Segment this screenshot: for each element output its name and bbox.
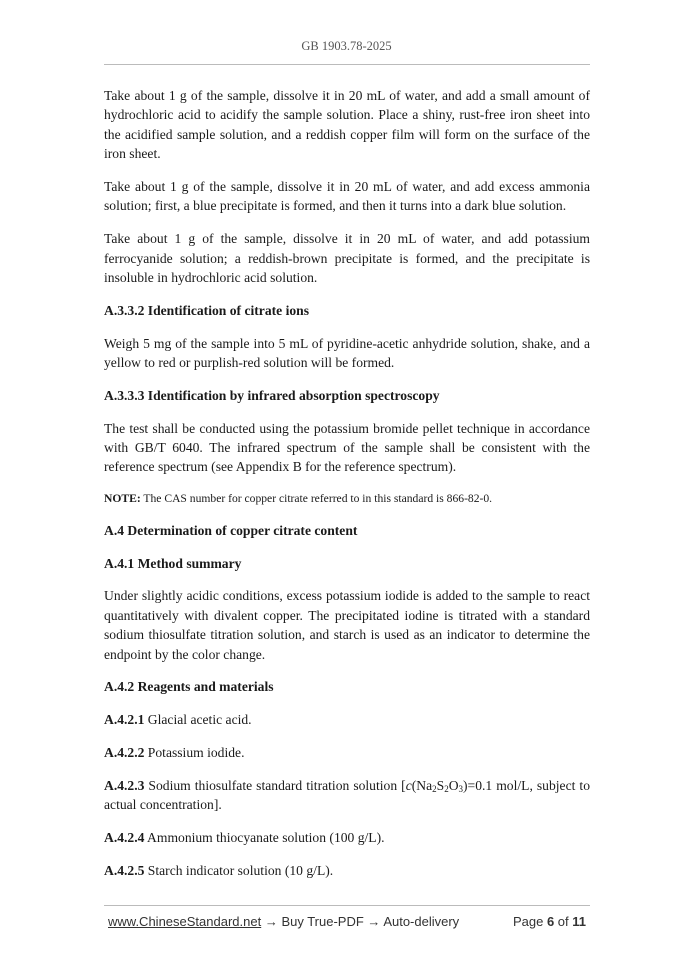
item-number: A.4.2.5: [104, 862, 145, 878]
page-content: [104, 86, 590, 894]
item-a423: [104, 776, 590, 815]
item-text: Sodium thiosulfate standard titration solution [: [144, 777, 406, 793]
note: [104, 490, 590, 507]
item-text: Potassium iodide.: [144, 745, 245, 761]
item-text: Glacial acetic acid.: [144, 712, 252, 728]
footer-links: [108, 914, 459, 929]
item-text: )=0.1 mol/L, subject to actual concentration].: [104, 777, 590, 813]
item-number: A.4.2.4: [104, 830, 145, 846]
site-link[interactable]: www.ChineseStandard.net: [108, 914, 262, 929]
page-label: Page: [512, 914, 547, 929]
item-a421: [104, 710, 590, 729]
of-label: of: [554, 914, 573, 929]
page-total: 11: [572, 914, 586, 929]
heading-a332: A.3.3.2 Identification of citrate ions: [104, 302, 310, 318]
heading-a333: A.3.3.3 Identification by infrared absorption spectroscopy: [104, 387, 440, 403]
buy-text: Buy True-PDF: [281, 914, 364, 929]
item-text: Ammonium thiocyanate solution (100 g/L).: [144, 830, 385, 846]
paragraph-ferrocyanide-test: Take about 1 g of the sample, dissolve it in 20 mL of water, and add potassium ferrocyanide solution; a reddish-brown precipitate is formed, and the precipitate is insoluble in hydrochloric acid solution.: [104, 231, 590, 286]
item-text: Starch indicator solution (10 g/L).: [144, 862, 334, 878]
formula-part: O: [448, 777, 459, 793]
paragraph-ammonia-test: Take about 1 g of the sample, dissolve it in 20 mL of water, and add excess ammonia solution; first, a blue precipitate is formed, and then it turns into a dark blue solution.: [104, 179, 590, 214]
heading-a41: A.4.1 Method summary: [104, 555, 242, 571]
note-label: NOTE:: [104, 492, 141, 506]
note-text: The CAS number for copper citrate referred to in this standard is 866-82-0.: [140, 492, 493, 506]
item-number: A.4.2.3: [104, 777, 145, 793]
formula-subscript: 2: [444, 783, 449, 794]
formula-subscript: 3: [458, 783, 464, 794]
item-number: A.4.2.1: [104, 712, 145, 728]
page-header: GB 1903.78-2025: [301, 39, 392, 53]
formula-part: (Na: [411, 777, 433, 793]
arrow-icon: →: [363, 914, 384, 929]
paragraph-iron-sheet-test: Take about 1 g of the sample, dissolve it in 20 mL of water, and add a small amount of hydrochloric acid to acidify the sample solution. Place a shiny, rust-free iron sheet into the acidified sample solution, and a reddish copper film will form on the surface of the iron sheet.: [104, 88, 590, 162]
heading-a42: A.4.2 Reagents and materials: [104, 679, 274, 695]
page-number: 6: [546, 914, 555, 929]
concentration-symbol: c: [405, 777, 412, 793]
formula-subscript: 2: [432, 783, 437, 794]
page-indicator: [513, 914, 586, 929]
paragraph-method-summary: Under slightly acidic conditions, excess potassium iodide is added to the sample to react quantitatively with divalent copper. The precipitated iodine is titrated with a standard sodium thiosulfate titration solution, and starch is used as an indicator to determine the endpoint by the color change.: [104, 588, 590, 662]
item-a422: [104, 743, 590, 762]
item-a424: [104, 828, 590, 847]
paragraph-infrared-test: The test shall be conducted using the potassium bromide pellet technique in accordance with GB/T 6040. The infrared spectrum of the sample shall be consistent with the reference spectrum (see Appendix B for the reference spectrum).: [104, 420, 590, 475]
item-number: A.4.2.2: [104, 745, 145, 761]
heading-a4: A.4 Determination of copper citrate content: [104, 522, 358, 538]
paragraph-citrate-test: Weigh 5 mg of the sample into 5 mL of pyridine-acetic anhydride solution, shake, and a yellow to red or purplish-red solution will be formed.: [104, 335, 590, 371]
footer-divider: [104, 905, 590, 906]
delivery-text: Auto-delivery: [383, 914, 460, 929]
arrow-icon: →: [261, 914, 282, 929]
item-a425: [104, 861, 590, 880]
formula-part: S: [436, 777, 445, 793]
header-divider: [104, 64, 590, 65]
